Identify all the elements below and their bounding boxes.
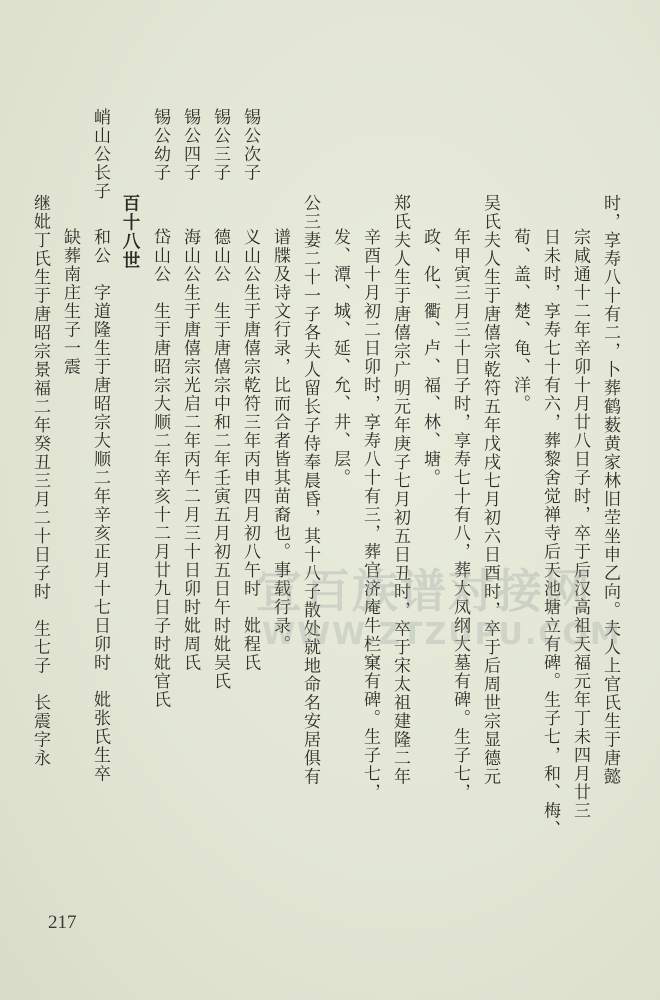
generation-heading: 百十八世 bbox=[120, 194, 140, 270]
text-column-9: 辛酉十月初二日卯时，享寿八十有三，葬官济庵牛栏窠有碑。生子七， bbox=[360, 228, 380, 802]
text-column-6: 年甲寅三月三十日子时，享寿七十有八，葬大凤纲大墓有碑。生子七， bbox=[450, 228, 470, 802]
text-column-4: 荀、盖、楚、龟、洋。 bbox=[510, 228, 530, 413]
text-column-3: 日未时，享寿七十有六，葬黎舍觉禅寺后天池塘立有碑。生子七，和、梅、 bbox=[540, 228, 560, 839]
text-column-11: 公三妻二十一子各夫人留长子侍奉晨昏，其十八子散处就地命名安居俱有 bbox=[300, 194, 320, 786]
watermark-title: 宣百族谱对接网 bbox=[256, 564, 592, 618]
text-column-8: 郑氏夫人生于唐僖宗广明元年庚子七月初五日丑时，卒于宋太祖建隆二年 bbox=[390, 194, 410, 786]
text-column-5: 吴氏夫人生于唐僖宗乾符五年戊戌七月初六日酉时，卒于后周世宗显德元 bbox=[480, 194, 500, 786]
lineage-label-2: 锡公三子 bbox=[210, 108, 230, 182]
lineage-label-1: 锡公次子 bbox=[240, 108, 260, 182]
text-column-18: 和公 字道隆生于唐昭宗大顺二年辛亥正月十七日卯时 妣张氏生卒 bbox=[90, 228, 110, 783]
text-column-7: 政、化、衢、卢、福、林、塘。 bbox=[420, 228, 440, 487]
text-column-19: 缺葬南庄生子一震 bbox=[60, 228, 80, 376]
text-column-10: 发、潭、城、延、允、井、层。 bbox=[330, 228, 350, 487]
text-column-13: 义山公生于唐僖宗乾符三年丙申四月初八午时 妣程氏 bbox=[240, 228, 260, 672]
text-column-2: 宗咸通十二年辛卯十月廿八日子时，卒于后汉高祖天福元年丁未四月廿三 bbox=[570, 228, 590, 820]
text-column-1: 时，享寿八十有二，卜葬鹤薮黄家林旧茔坐申乙向。夫人上官氏生于唐懿 bbox=[600, 194, 620, 786]
text-column-14: 德山公 生于唐僖宗中和二年壬寅五月初五日午时妣吴氏 bbox=[210, 228, 230, 691]
text-column-12: 谱牒及诗文行录，比而合者皆其苗裔也。事载行录。 bbox=[270, 228, 290, 654]
lineage-label-5: 峭山公长子 bbox=[90, 108, 110, 201]
text-column-15: 海山公生于唐僖宗光启二年丙午二月三十日卯时妣周氏 bbox=[180, 228, 200, 672]
text-column-20: 继妣丁氏生于唐昭宗景福二年癸丑三月二十日子时 生七子 长震字永 bbox=[30, 194, 50, 768]
lineage-label-4: 锡公幼子 bbox=[150, 108, 170, 182]
lineage-label-3: 锡公四子 bbox=[180, 108, 200, 182]
watermark-url: WWW.ZTZUPU.COM bbox=[262, 617, 622, 652]
page-number: 217 bbox=[48, 912, 77, 933]
text-column-16: 岱山公 生于唐昭宗大顺二年辛亥十二月廿九日子时妣官氏 bbox=[150, 228, 170, 709]
